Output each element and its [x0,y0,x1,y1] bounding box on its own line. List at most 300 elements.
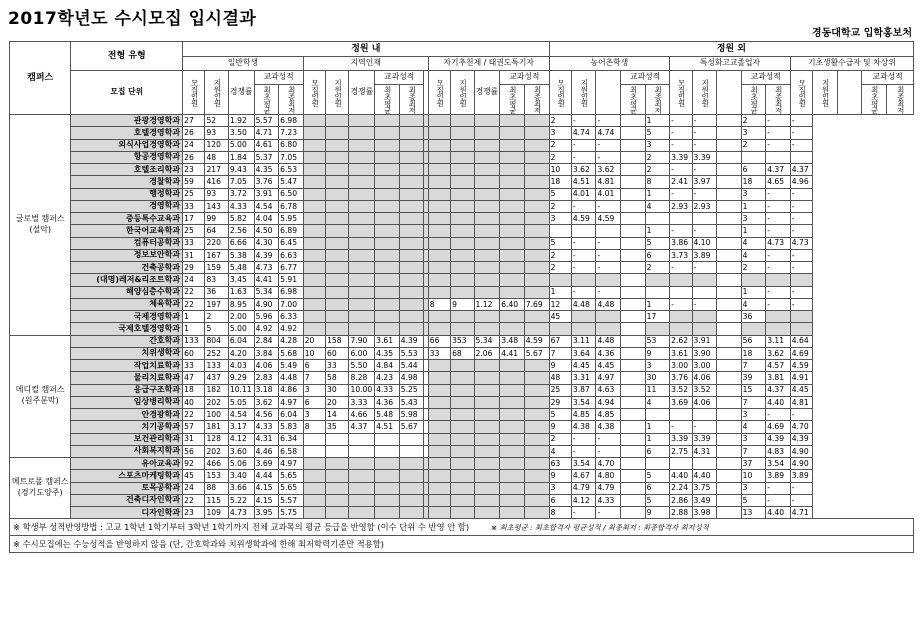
data-cell [349,286,375,298]
data-cell [303,470,325,482]
data-cell: 56 [741,335,766,347]
data-cell: 4.61 [254,139,279,151]
data-cell [375,262,400,274]
data-cell: 5.57 [279,494,304,506]
data-cell [451,323,474,335]
data-cell [451,139,474,151]
data-cell [349,164,375,176]
data-cell: - [790,225,812,237]
data-cell [670,458,692,470]
data-cell [303,445,325,457]
data-cell [474,494,500,506]
data-cell [303,286,325,298]
data-cell: 143 [205,200,228,212]
data-cell [717,360,742,372]
data-cell: - [596,249,621,261]
data-cell [349,311,375,323]
data-cell: 63 [549,458,571,470]
group-regional: 지역인재 [303,57,428,71]
data-cell: 4.48 [596,298,621,310]
data-cell [692,323,717,335]
data-cell [428,372,450,384]
data-cell [399,188,424,200]
data-cell: 2 [549,115,571,127]
table-row [10,213,914,225]
data-cell: 1 [645,115,670,127]
data-cell: 9 [645,507,670,519]
data-cell: 67 [549,335,571,347]
dept-name: 응급구조학과 [71,384,183,396]
data-cell: 6.34 [279,433,304,445]
data-cell [474,164,500,176]
data-cell [349,458,375,470]
data-cell: 2.83 [254,372,279,384]
data-cell: 3.64 [571,347,596,359]
data-cell: 14 [326,409,349,421]
data-cell [717,482,742,494]
data-cell [741,323,766,335]
data-cell: 48 [205,151,228,163]
data-cell [326,470,349,482]
data-cell: 202 [205,445,228,457]
data-cell: 3.89 [692,249,717,261]
data-cell [621,151,646,163]
data-cell [303,164,325,176]
data-cell [451,372,474,384]
data-cell [474,237,500,249]
data-cell: 6 [645,445,670,457]
data-cell: 6 [645,249,670,261]
data-cell [428,311,450,323]
data-cell [717,213,742,225]
dept-name: 토목공학과 [71,482,183,494]
data-cell [326,139,349,151]
data-cell: 109 [205,507,228,519]
data-cell: 4.48 [596,335,621,347]
page-title: 2017학년도 수시모집 입시결과 [8,9,257,29]
data-cell: 353 [451,335,474,347]
data-cell: 466 [205,458,228,470]
data-cell [474,507,500,519]
dept-name: 치위생학과 [71,347,183,359]
table-row [10,421,914,433]
table-row [10,433,914,445]
data-cell: 13 [741,507,766,519]
data-cell [303,188,325,200]
data-cell: 3.48 [500,335,525,347]
dept-name: 관광경영학과 [71,115,183,127]
data-cell [524,311,549,323]
data-cell [500,360,525,372]
data-cell: 4.23 [375,372,400,384]
data-cell [451,384,474,396]
data-cell: 4.51 [375,421,400,433]
data-cell [399,458,424,470]
data-cell [474,311,500,323]
data-cell: 4.15 [254,482,279,494]
final-avg-header: 최초평균 [500,85,525,115]
data-cell: 1 [183,323,205,335]
table-row [10,115,914,127]
table-row [10,507,914,519]
data-cell [399,139,424,151]
table-row [10,176,914,188]
data-cell [451,482,474,494]
data-cell [451,213,474,225]
data-cell [500,372,525,384]
data-cell [428,151,450,163]
data-cell: - [670,139,692,151]
data-cell [303,494,325,506]
data-cell: 6.04 [279,409,304,421]
data-cell: 66 [428,335,450,347]
data-cell: 4.85 [596,409,621,421]
data-cell: 4.83 [766,445,791,457]
data-cell: 4.79 [596,482,621,494]
data-cell [349,249,375,261]
data-cell [500,482,525,494]
table-row [10,274,914,286]
data-cell [717,139,742,151]
data-cell [349,213,375,225]
data-cell: 3.91 [692,335,717,347]
data-cell: - [571,139,596,151]
data-cell: 3 [645,139,670,151]
data-cell: 40 [183,396,205,408]
data-cell: 1 [645,225,670,237]
blank-header [717,71,742,115]
data-cell: 4.74 [571,127,596,139]
data-cell: 3 [741,127,766,139]
data-cell: 4.10 [692,237,717,249]
data-cell: 3.18 [254,384,279,396]
data-cell [524,262,549,274]
data-cell: 5.22 [228,494,254,506]
data-cell [621,200,646,212]
data-cell [303,115,325,127]
data-cell: 1 [645,421,670,433]
data-cell: 5 [645,237,670,249]
data-cell: 3.61 [670,347,692,359]
data-cell [621,139,646,151]
data-cell [500,151,525,163]
data-cell: - [766,409,791,421]
recruit-header: 모집인원 [428,71,450,115]
data-cell: 10.11 [228,384,254,396]
dept-name: 치기공학과 [71,421,183,433]
data-cell: 7.05 [279,151,304,163]
data-cell: 2.56 [228,225,254,237]
data-cell [621,237,646,249]
data-cell: 4.92 [254,323,279,335]
data-cell [500,311,525,323]
data-cell: 5.37 [254,151,279,163]
data-cell: 133 [205,360,228,372]
data-cell: 3.00 [670,360,692,372]
table-row [10,286,914,298]
data-cell [303,213,325,225]
data-cell: 2 [645,151,670,163]
data-cell: 35 [326,421,349,433]
data-cell: - [790,139,812,151]
data-cell [399,200,424,212]
data-cell [349,127,375,139]
data-cell: 3.75 [692,482,717,494]
dept-name: 호텔조리학과 [71,164,183,176]
data-cell [717,421,742,433]
final-min-header: 최종최저 [645,85,670,115]
group-general: 일반학생 [183,57,304,71]
data-cell [303,127,325,139]
data-cell: 3 [303,409,325,421]
data-cell: - [692,127,717,139]
data-cell [349,494,375,506]
data-cell: 24 [183,139,205,151]
data-cell: 5.38 [228,249,254,261]
data-cell [428,139,450,151]
data-cell: 3.62 [571,164,596,176]
data-cell: - [596,151,621,163]
data-cell [451,286,474,298]
data-cell: 15 [741,384,766,396]
data-cell: 3.95 [254,507,279,519]
data-cell: 12 [549,298,571,310]
data-cell [500,249,525,261]
data-cell: 4.92 [279,323,304,335]
data-cell: 804 [205,335,228,347]
data-cell: - [790,188,812,200]
data-cell: 158 [326,335,349,347]
data-cell [326,286,349,298]
data-cell [428,213,450,225]
data-cell [428,262,450,274]
data-cell: 18 [183,384,205,396]
table-row [10,237,914,249]
data-cell: 33 [183,360,205,372]
data-cell: 4.79 [571,482,596,494]
data-cell [474,274,500,286]
data-cell: 6 [303,360,325,372]
data-cell [717,335,742,347]
data-cell [474,262,500,274]
campus-cell: 글로벌 캠퍼스 (설악) [10,115,71,336]
data-cell [524,127,549,139]
data-cell: 4.01 [596,188,621,200]
data-cell: 3.61 [375,335,400,347]
data-cell: 3.98 [692,507,717,519]
data-cell [451,409,474,421]
dept-name: 디자인학과 [71,507,183,519]
grade-header: 교과성적 [741,71,790,85]
data-cell: 4.66 [349,409,375,421]
data-cell: 2 [549,151,571,163]
data-cell [399,127,424,139]
dept-name: 외식사업경영학과 [71,139,183,151]
data-cell [399,482,424,494]
data-cell: 4.40 [766,507,791,519]
data-cell [451,262,474,274]
data-cell [621,372,646,384]
data-cell: 5.44 [399,360,424,372]
data-cell [524,458,549,470]
data-cell [717,151,742,163]
data-cell [500,507,525,519]
data-cell: 1 [549,286,571,298]
data-cell [399,151,424,163]
table-row [10,470,914,482]
data-cell [500,213,525,225]
data-cell [326,225,349,237]
data-cell: 7.90 [349,335,375,347]
data-cell: 4.01 [571,188,596,200]
data-cell [399,237,424,249]
data-cell: 2 [549,200,571,212]
data-cell: 4.06 [692,396,717,408]
data-cell [524,445,549,457]
data-cell: 93 [205,188,228,200]
table-row [10,311,914,323]
data-cell: 6.04 [228,335,254,347]
data-cell [399,225,424,237]
data-cell: 4.56 [254,409,279,421]
data-cell [524,213,549,225]
table-row [10,139,914,151]
data-cell [474,396,500,408]
data-cell [474,176,500,188]
data-cell: 5.83 [279,421,304,433]
data-cell: 3.52 [670,384,692,396]
table-row [10,409,914,421]
data-cell [524,115,549,127]
data-cell: 4 [645,200,670,212]
data-cell [474,139,500,151]
data-cell: - [790,298,812,310]
data-cell: 8 [428,298,450,310]
data-cell [766,151,791,163]
data-cell: 3.89 [766,470,791,482]
data-cell: 7.69 [524,298,549,310]
data-cell: 5.57 [254,115,279,127]
data-cell: 6.98 [279,115,304,127]
data-cell: 7 [741,360,766,372]
data-cell [349,176,375,188]
data-cell: 2.88 [670,507,692,519]
data-cell [399,494,424,506]
data-cell [451,188,474,200]
data-cell: 1.92 [228,115,254,127]
data-cell: 6.45 [279,237,304,249]
data-cell: 30 [645,372,670,384]
data-cell [524,225,549,237]
data-cell [375,445,400,457]
data-cell: 4.45 [596,360,621,372]
data-cell: 3.72 [228,188,254,200]
data-cell [766,311,791,323]
data-cell: 6.77 [279,262,304,274]
data-cell [717,396,742,408]
data-cell: 5.67 [524,347,549,359]
dept-name: (대명)레저&리조트학과 [71,274,183,286]
data-cell: 2.62 [670,335,692,347]
data-cell [524,470,549,482]
data-cell: 167 [205,249,228,261]
data-cell: 3 [549,213,571,225]
data-cell: 24 [183,274,205,286]
data-cell [428,470,450,482]
data-cell [474,384,500,396]
recruit-header: 모집인원 [670,71,692,115]
data-cell: 3 [645,360,670,372]
table-row [10,335,914,347]
campus-header: 캠퍼스 [10,42,71,115]
data-cell [399,323,424,335]
data-cell: 33 [326,360,349,372]
data-cell: 4.28 [279,335,304,347]
data-cell [571,323,596,335]
data-cell: - [596,433,621,445]
data-cell: 5.95 [279,213,304,225]
data-cell [451,274,474,286]
data-cell [524,151,549,163]
data-cell [500,115,525,127]
data-cell: - [571,151,596,163]
data-cell [303,274,325,286]
data-cell: 2.93 [670,200,692,212]
data-cell: 3 [741,188,766,200]
data-cell: 2.93 [692,200,717,212]
data-cell [621,482,646,494]
data-cell: 6.33 [279,311,304,323]
data-cell: 5 [645,470,670,482]
data-cell [349,200,375,212]
data-cell: 3.39 [670,151,692,163]
data-cell [500,470,525,482]
data-cell: 3 [741,213,766,225]
data-cell [717,458,742,470]
note-grading: ※ 학생부 성적반영방법 : 고교 1학년 1학기부터 3학년 1학기까지 전체 교과목의 평균 등급을 반영함 (이수 단위 수 반영 안 함) ※ 최초평균 : 최초합격자 평균성적 / 최종최저 : 최종합격자 최저성적 [10,519,914,536]
data-cell: 23 [183,164,205,176]
data-cell: 5.25 [399,384,424,396]
grade-header: 교과성적 [621,71,670,85]
data-cell: 3.76 [670,372,692,384]
data-cell [670,286,692,298]
data-cell: 3 [741,409,766,421]
data-cell [500,433,525,445]
data-cell: 2 [205,311,228,323]
data-cell: 2 [549,249,571,261]
data-cell: 5.49 [279,360,304,372]
data-cell [524,249,549,261]
data-cell [524,494,549,506]
data-cell: 3.90 [692,347,717,359]
data-cell: 47 [183,372,205,384]
data-cell: 39 [741,372,766,384]
data-cell: - [766,200,791,212]
data-cell: 4.54 [228,409,254,421]
data-cell: 5.68 [279,347,304,359]
data-cell [524,323,549,335]
dept-name: 사회복지학과 [71,445,183,457]
data-cell: 4.33 [596,494,621,506]
data-cell: 4.12 [571,494,596,506]
note-csat: ※ 수시모집에는 수능성적을 반영하지 않음 (단, 간호학과와 치위생학과에 한해 최저학력기준만 적용함) [10,536,914,553]
dept-name: 유아교육과 [71,458,183,470]
data-cell: 4.90 [254,298,279,310]
data-cell: 3.11 [766,335,791,347]
data-cell [500,494,525,506]
data-cell: - [766,249,791,261]
data-cell [500,445,525,457]
